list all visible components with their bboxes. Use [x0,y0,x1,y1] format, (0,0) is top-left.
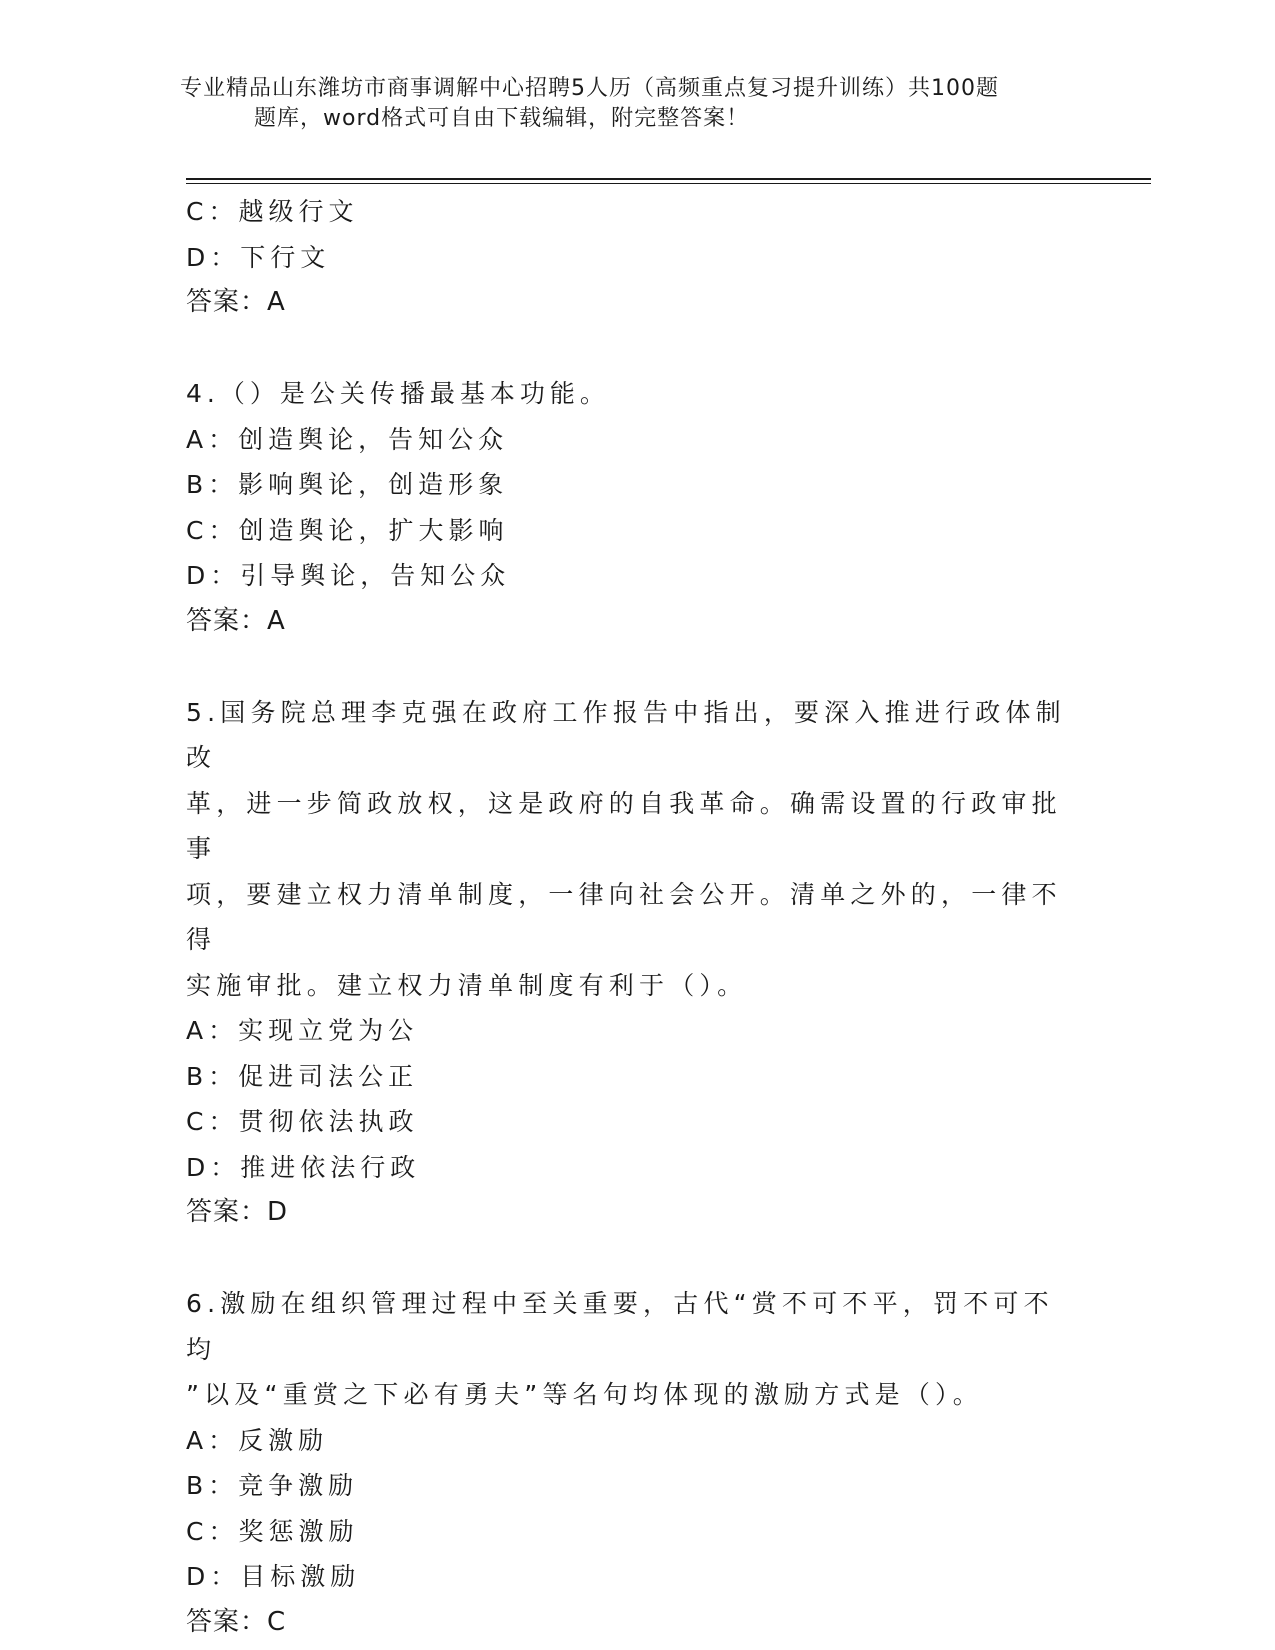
question-6 [186,1281,1066,1645]
option-d: D：目标激励 [186,1562,361,1591]
answer: 答案：A [186,605,286,636]
option-b: B：影响舆论，创造形象 [186,470,509,499]
answer: 答案：A [186,287,286,317]
question-3 [186,189,1066,326]
question-list [186,189,1066,1645]
question-stem-line-2: ”以及“重赏之下必有勇夫”等名句均体现的激励方式是（）。 [186,1380,983,1409]
document-header [180,74,1080,134]
option-d: D：引导舆论，告知公众 [186,561,511,590]
option-c: C：越级行文 [186,197,359,226]
question-stem-line-1: 6.激励在组织管理过程中至关重要，古代“赏不可不平，罚不可不均 [186,1289,1054,1364]
option-a: A：实现立党为公 [186,1016,419,1045]
option-b: B：竞争激励 [186,1471,359,1500]
option-b: B：促进司法公正 [186,1061,419,1091]
question-stem-line-1: 5.国务院总理李克强在政府工作报告中指出，要深入推进行政体制改 [186,697,1066,772]
answer: 答案：C [186,1606,287,1637]
option-a: A：创造舆论，告知公众 [186,424,509,454]
option-d: D：下行文 [186,242,331,272]
answer: 答案：D [186,1197,289,1227]
question-stem-line-3: 项，要建立权力清单制度，一律向社会公开。清单之外的，一律不得 [186,879,1062,954]
question-stem: 4.（）是公关传播最基本功能。 [186,379,610,408]
option-a: A：反激励 [186,1425,329,1455]
spacer [186,326,1066,372]
option-d: D：推进依法行政 [186,1152,421,1182]
header-rule-thick [186,178,1151,180]
spacer [186,644,1066,690]
question-4 [186,371,1066,644]
question-stem-line-4: 实施审批。建立权力清单制度有利于（）。 [186,970,748,1000]
header-title-line-1: 专业精品山东潍坊市商事调解中心招聘5人历（高频重点复习提升训练）共100题 [180,76,999,101]
header-rule-thin [186,183,1151,184]
question-stem-line-2: 革，进一步简政放权，这是政府的自我革命。确需设置的行政审批事 [186,788,1062,863]
option-c: C：创造舆论，扩大影响 [186,515,509,545]
header-title-line-2: 题库，word格式可自由下载编辑，附完整答案！ [254,106,750,131]
spacer [186,1236,1066,1282]
option-c: C：奖惩激励 [186,1516,359,1546]
question-5 [186,690,1066,1236]
option-c: C：贯彻依法执政 [186,1107,419,1136]
